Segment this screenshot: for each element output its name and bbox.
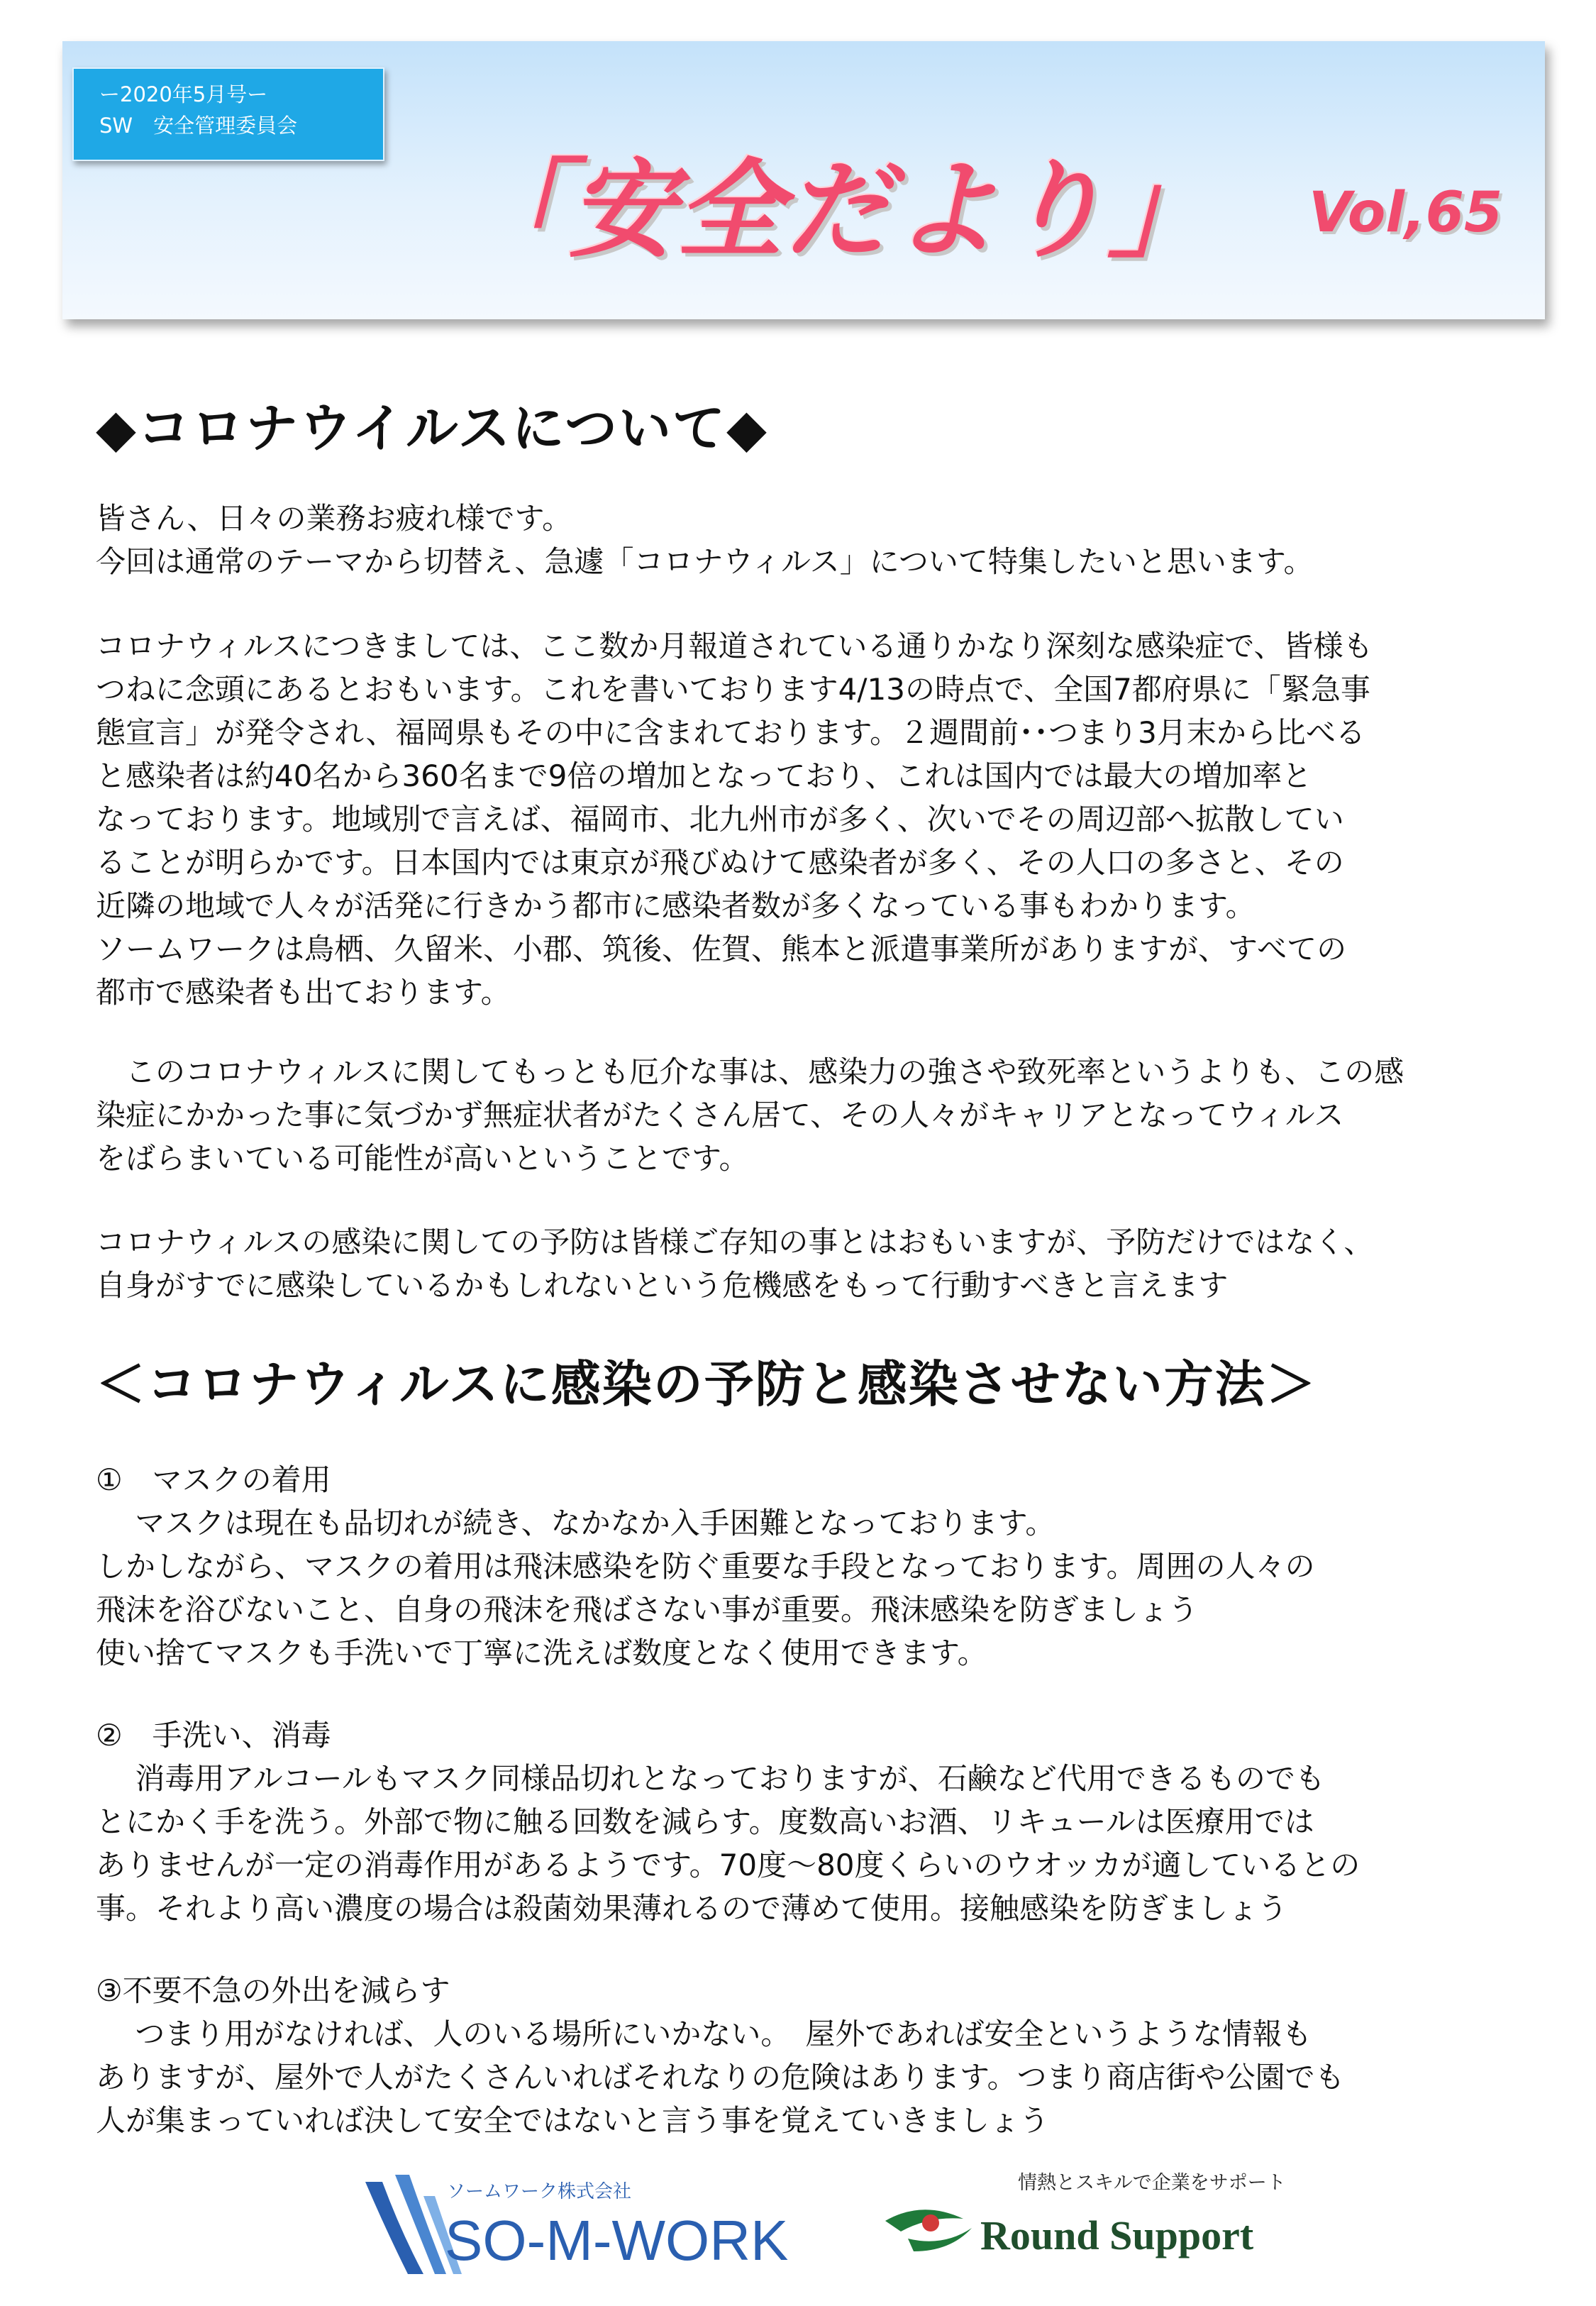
somwork-logo [358, 2153, 798, 2281]
text-line: ありますが、屋外で人がたくさんいればそれなりの危険はあります。つまり商店街や公園でも [96, 2060, 1345, 2095]
text-line: しかしながら、マスクの着用は飛沫感染を防ぐ重要な手段となっております。周囲の人々の [96, 1549, 1315, 1584]
item-title: ③不要不急の外出を減らす [96, 1973, 450, 2008]
text-line: をばらまいている可能性が高いということです。 [96, 1141, 749, 1176]
text-line: つねに念頭にあるとおもいます。これを書いております4/13の時点で、全国7都府県に「緊急事 [96, 672, 1370, 707]
text-line: 染症にかかった事に気づかず無症状者がたくさん居て、その人々がキャリアとなってウィルス [96, 1098, 1344, 1132]
item-title: ① マスクの着用 [96, 1462, 331, 1497]
text-line: なっております。地域別で言えば、福岡市、北九州市が多く、次いでその周辺部へ拡散してい [96, 802, 1344, 837]
round-support-emblem-icon [885, 2210, 972, 2251]
text-line: ソームワークは鳥栖、久留米、小郡、筑後、佐賀、熊本と派遣事業所がありますが、すべての [96, 932, 1347, 966]
text-line: マスクは現在も品切れが続き、なかなか入手困難となっております。 [96, 1506, 1055, 1540]
item-stay-home [96, 1969, 1345, 2142]
danger-paragraph [96, 1050, 1404, 1180]
greeting-paragraph [96, 497, 1314, 583]
item-handwash [96, 1714, 1360, 1930]
issue-tag [72, 67, 384, 161]
round-support-logo [880, 2161, 1319, 2274]
section-heading: ＜コロナウィルスに感染の予防と感染させない方法＞ [96, 1355, 1317, 1413]
main-heading: ◆コロナウイルスについて◆ [96, 398, 768, 459]
somwork-company: ソームワーク株式会社 [447, 2181, 632, 2202]
text-line: 都市で感染者も出ております。 [96, 975, 511, 1010]
text-line: コロナウィルスの感染に関しての予防は皆様ご存知の事とはおもいますが、予防だけではなく、 [96, 1225, 1374, 1259]
text-line: 使い捨てマスクも手洗いで丁寧に洗えば数度となく使用できます。 [96, 1635, 987, 1670]
text-line: 態宣言」が発令され、福岡県もその中に含まれております。２週間前･･つまり3月末から比べる [96, 715, 1365, 750]
text-line: 自身がすでに感染しているかもしれないという危機感をもって行動すべきと言えます [96, 1268, 1229, 1303]
text-line: ありませんが一定の消毒作用があるようです。70度～80度くらいのウオッカが適しているとの [96, 1848, 1361, 1882]
awareness-paragraph [96, 1220, 1373, 1307]
text-line: 皆さん、日々の業務お疲れ様です。 [96, 501, 572, 536]
round-support-name: Round Support [980, 2212, 1254, 2258]
text-line: 事。それより高い濃度の場合は殺菌効果薄れるので薄めて使用。接触感染を防ぎましょう [96, 1891, 1288, 1926]
text-line: 人が集まっていれば決して安全ではないと言う事を覚えていきましょう [96, 2103, 1050, 2138]
volume-number: Vol,65 [1309, 181, 1503, 245]
text-line: 今回は通常のテーマから切替え、急遽「コロナウィルス」について特集したいと思います。 [96, 544, 1314, 579]
text-line: 近隣の地域で人々が活発に行きかう都市に感染者数が多くなっている事もわかります。 [96, 888, 1256, 923]
text-line: コロナウィルスにつきましては、ここ数か月報道されている通りかなり深刻な感染症で、皆様も [96, 629, 1373, 663]
situation-paragraph [96, 624, 1373, 1014]
issue-date: ー2020年5月号ー [99, 82, 268, 106]
somwork-name: SO-M-WORK [445, 2209, 789, 2272]
text-line: 消毒用アルコールもマスク同様品切れとなっておりますが、石鹸など代用できるものでも [96, 1761, 1325, 1796]
item-title: ② 手洗い、消毒 [96, 1718, 331, 1753]
committee-name: SW 安全管理委員会 [99, 114, 298, 138]
newsletter-title: 「安全だより」 [461, 149, 1217, 272]
text-line: このコロナウィルスに関してもっとも厄介な事は、感染力の強さや致死率というよりも、この感 [96, 1054, 1404, 1089]
text-line: とにかく手を洗う。外部で物に触る回数を減らす。度数高いお酒、リキュールは医療用では [96, 1804, 1314, 1839]
item-mask [96, 1458, 1315, 1675]
text-line: ることが明らかです。日本国内では東京が飛びぬけて感染者が多く、その人口の多さと、その [96, 845, 1344, 880]
round-support-tagline: 情熱とスキルで企業をサポート [1018, 2172, 1286, 2194]
text-line: 飛沫を浴びないこと、自身の飛沫を飛ばさない事が重要。飛沫感染を防ぎましょう [96, 1592, 1199, 1627]
text-line: つまり用がなければ、人のいる場所にいかない。 屋外であれば安全というような情報も [96, 2017, 1312, 2051]
text-line: と感染者は約40名から360名まで9倍の増加となっており、これは国内では最大の増加率と [96, 758, 1312, 793]
